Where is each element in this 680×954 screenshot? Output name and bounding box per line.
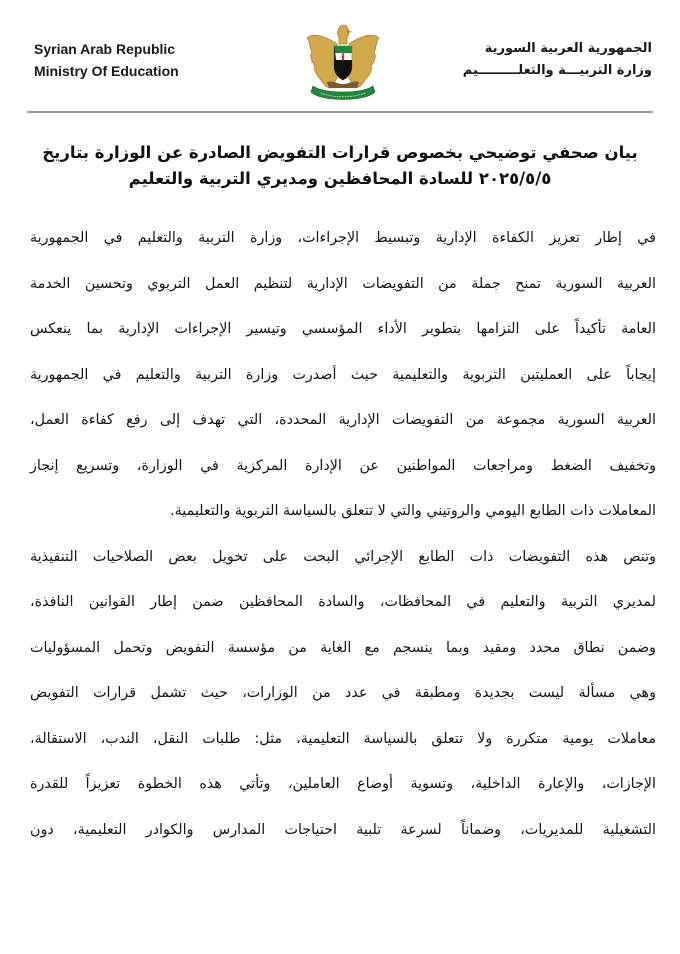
ministry-name-arabic: وزارة التربيـــة والتعلـــــــــيم: [462, 63, 652, 78]
letterhead-english: [34, 38, 179, 82]
letterhead: [0, 0, 680, 112]
body-text-line: العربية السورية مجموعة من التفويضات الإدارية المحددة، التي تهدف إلى رفع كفاءة العمل،: [30, 412, 656, 428]
body-text-line: إيجاباً على العمليتين التربوية والتعليمية حيث أصدرت وزارة التربية والتعليم في الجمهورية: [30, 366, 656, 383]
body-text-line: المعاملات ذات الطابع اليومي والروتيني والتي لا تتعلق بالسياسة التربوية والتعليمية.: [170, 503, 656, 519]
document-title-line: بيان صحفي توضيحي بخصوص قرارات التفويض الصادرة عن الوزارة بتاريخ: [42, 143, 638, 162]
emblem-head: [338, 25, 350, 44]
document-title: [40, 140, 640, 192]
body-text-line: الإجازات، والإعارة الداخلية، وتسوية أوضاع العاملين، وتأتي هذه الخطوة تعزيزاً للقدرة: [30, 776, 656, 792]
emblem-left-wing: [307, 35, 337, 88]
ministry-name-english: Ministry Of Education: [34, 63, 179, 79]
document-title-line: ٢٠٢٥/٥/٥ للسادة المحافظين ومديري التربية والتعليم: [128, 169, 552, 188]
body-text-line: التشغيلية للمديريات، وضماناً لسرعة تلبية احتياجات المدارس والكوادر التعليمية، دون: [30, 821, 656, 838]
paragraph-2: [30, 543, 656, 862]
country-name-arabic: الجمهورية العربية السورية: [484, 41, 652, 56]
body-text-line: العربية السورية تمنح جملة من التفويضات الإدارية لتنظيم العمل التربوي وتحسين الخدمة: [30, 275, 656, 292]
body-text-line: وتخفيف الضغط ومراجعات المواطنين عن الإدارة المركزية في الوزارة، وتسريع إنجاز: [30, 457, 656, 474]
emblem-right-wing: [349, 35, 379, 88]
body-text-line: معاملات يومية متكررة ولا تتعلق بالسياسة التعليمية، مثل: طلبات النقل، الندب، الاستقالة،: [30, 730, 656, 747]
paragraph-1: [30, 224, 656, 543]
body-text-line: وتنص هذه التفويضات ذات الطابع الإجرائي البحت على تخويل بعض الصلاحيات التنفيذية: [30, 548, 656, 565]
body-text-line: في إطار تعزيز الكفاءة الإدارية وتبسيط الإجراءات، وزارة التربية والتعليم في الجمهورية: [30, 230, 656, 246]
document-body: [30, 224, 656, 861]
country-name-english: Syrian Arab Republic: [34, 41, 176, 57]
body-text-line: لمديري التربية والتعليم في المحافظات، والسادة المحافظين ضمن إطار القوانين النافذة،: [30, 594, 656, 610]
body-text-line: وهي مسألة ليست بجديدة ومطبقة في عدد من الوزارات، حيث تشمل قرارات التفويض: [30, 685, 656, 701]
body-text-line: وضمن نطاق محدد ومقيد وبما ينسجم مع الغاية من مؤسسة التفويض وتحمل المسؤوليات: [30, 639, 656, 656]
emblem-ribbon: [311, 86, 375, 100]
letterhead-divider: [27, 111, 653, 113]
syrian-eagle-emblem-icon: [303, 22, 383, 104]
letterhead-arabic: [463, 38, 652, 82]
body-text-line: العامة تأكيداً على التزامها بتطوير الأداء المؤسسي وتيسير الإجراءات الإدارية بما ينعكس: [30, 321, 656, 337]
